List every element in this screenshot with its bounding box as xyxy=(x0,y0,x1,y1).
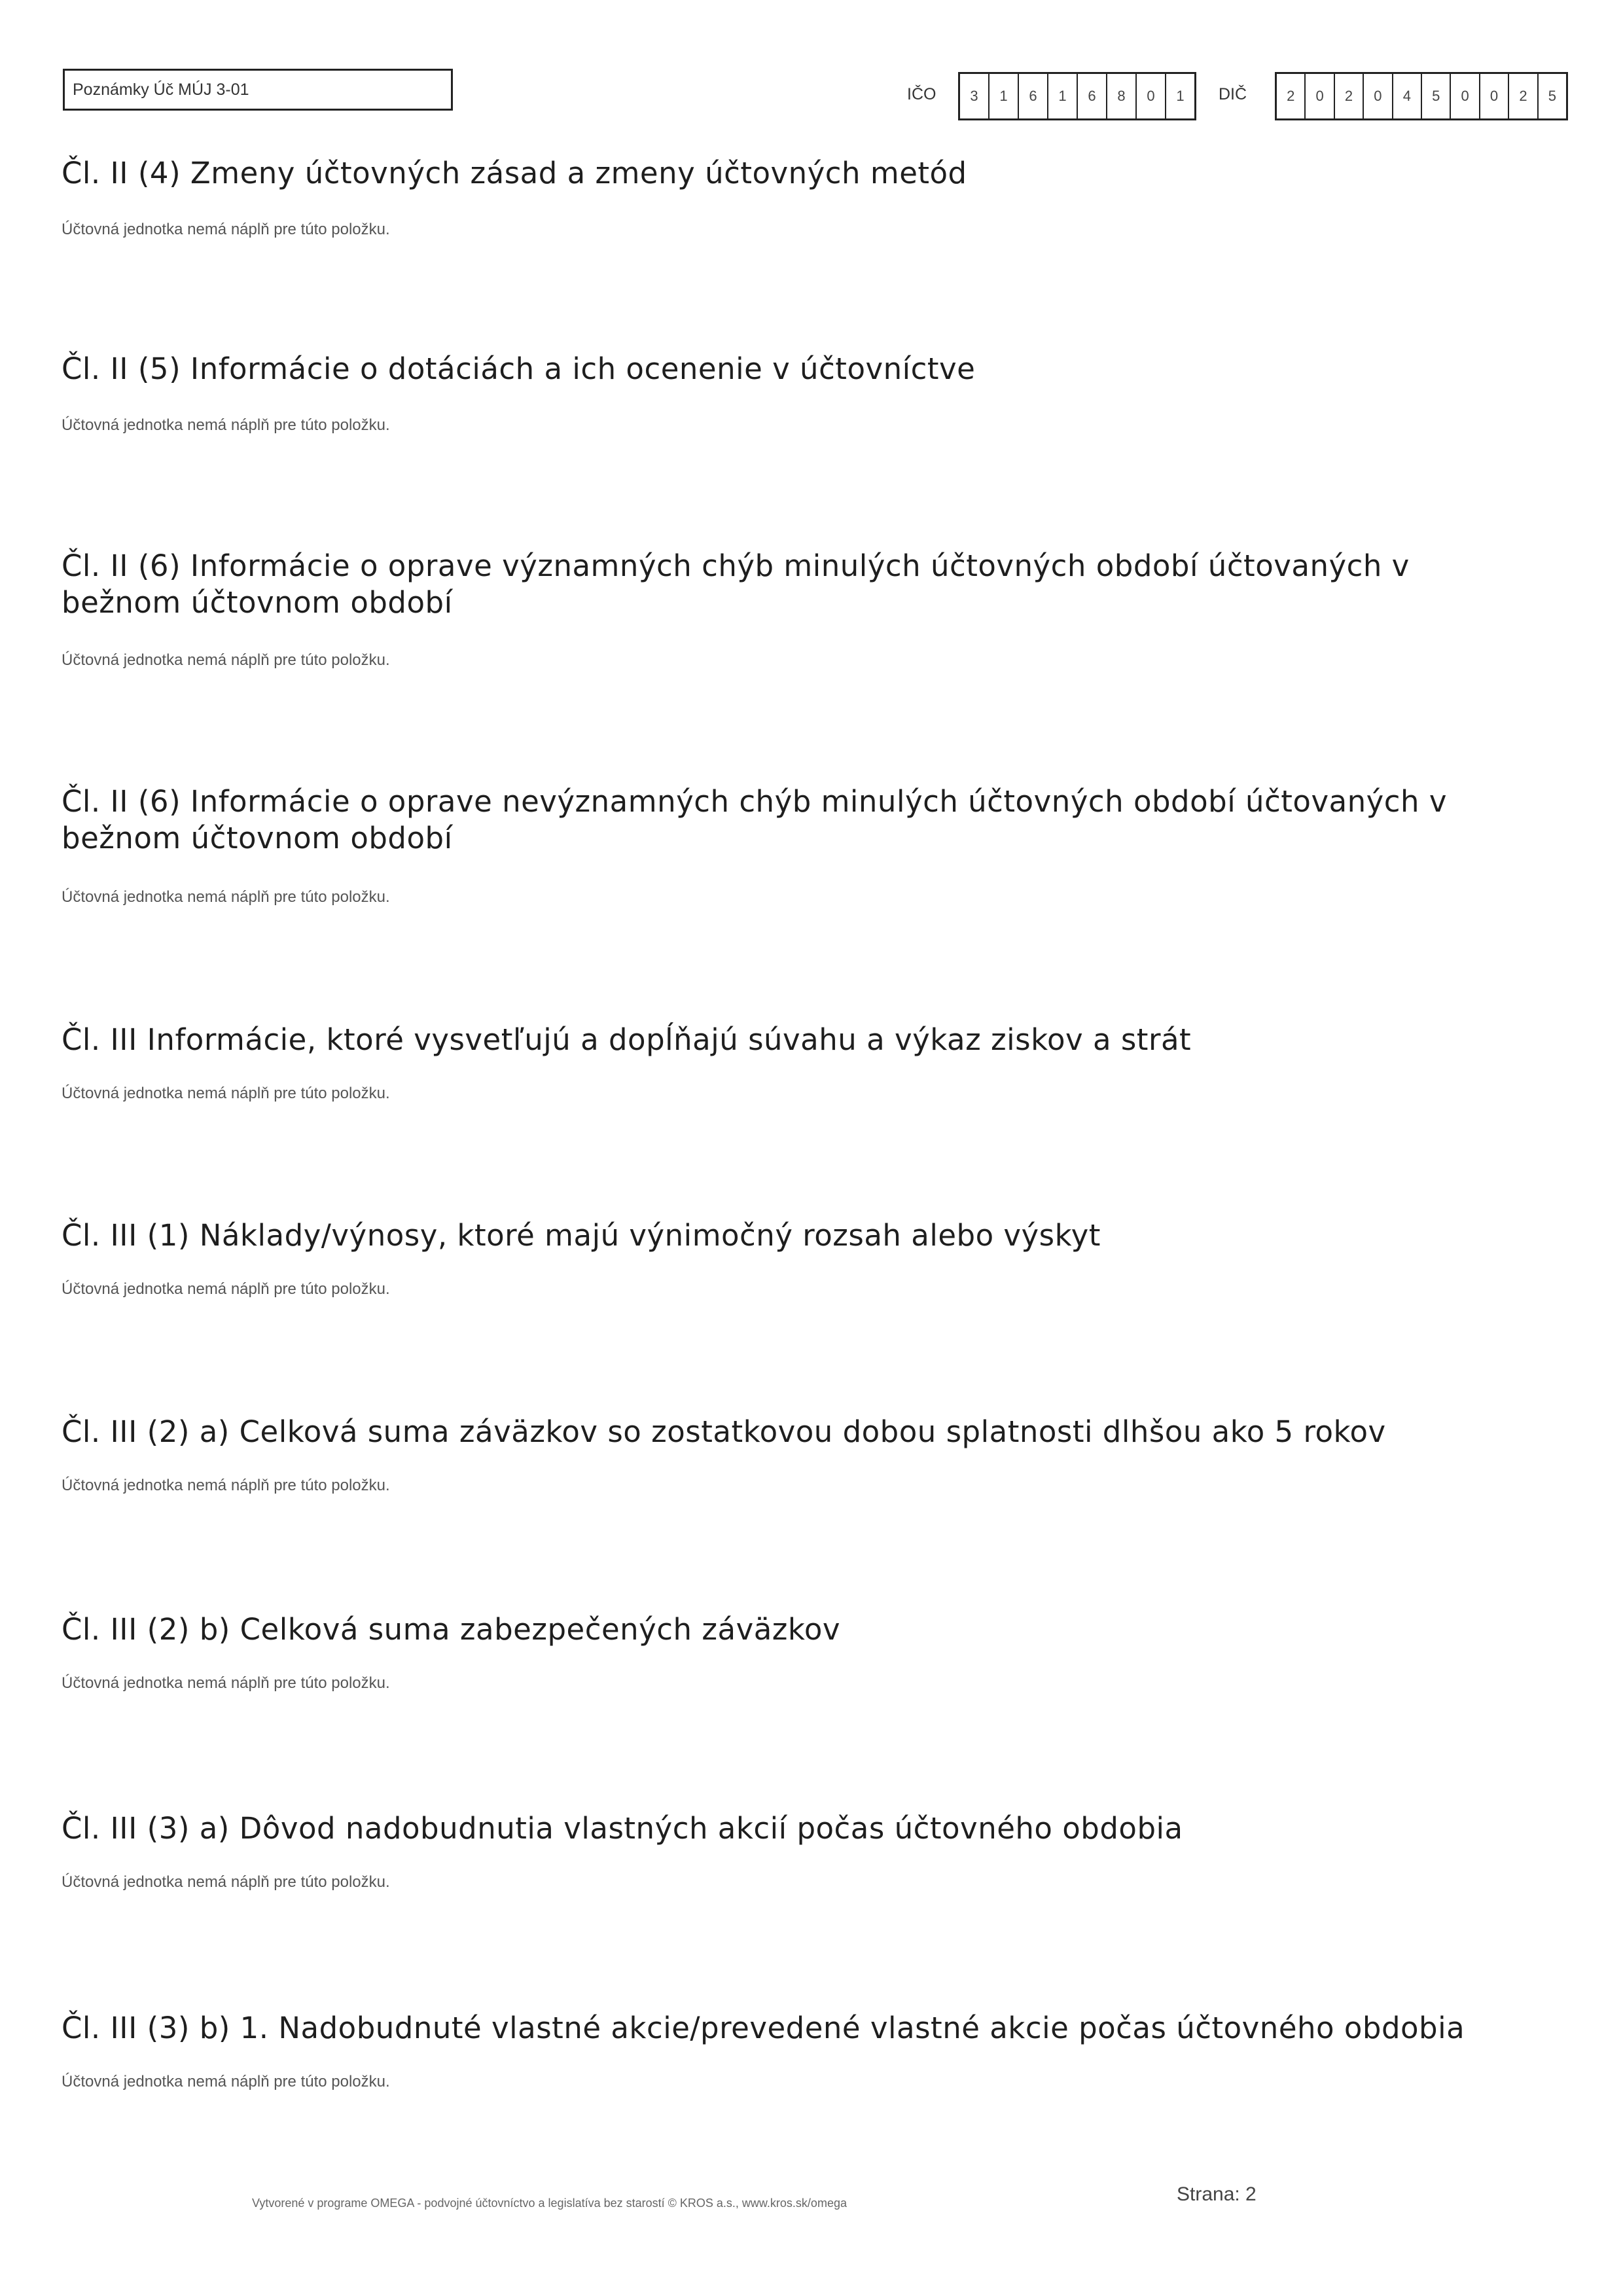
section-note: Účtovná jednotka nemá náplň pre túto položku. xyxy=(62,888,390,906)
section-heading: Čl. III (3) b) 1. Nadobudnuté vlastné akcie/prevedené vlastné akcie počas účtovného obdobia xyxy=(62,2011,1465,2045)
ico-digit: 1 xyxy=(1176,88,1185,104)
dic-digit: 0 xyxy=(1306,74,1334,118)
ico-digit: 6 xyxy=(1078,74,1107,118)
dic-digit: 5 xyxy=(1422,74,1451,118)
section-own-shares-acquired xyxy=(62,2010,1560,2090)
dic-digit-boxes xyxy=(1275,72,1568,120)
section-note: Účtovná jednotka nemá náplň pre túto položku. xyxy=(62,1674,390,1692)
ico-digit: 1 xyxy=(1048,74,1078,118)
section-note: Účtovná jednotka nemá náplň pre túto položku. xyxy=(62,221,390,238)
section-heading: Čl. III Informácie, ktoré vysvetľujú a dopĺňajú súvahu a výkaz ziskov a strát xyxy=(62,1022,1192,1057)
dic-digit: 2 xyxy=(1335,74,1364,118)
dic-digit: 2 xyxy=(1277,74,1306,118)
section-significant-errors xyxy=(62,548,1560,669)
section-heading-line2: bežnom účtovnom období xyxy=(62,821,453,855)
section-subsidies xyxy=(62,351,1560,434)
section-insignificant-errors xyxy=(62,783,1560,906)
section-note: Účtovná jednotka nemá náplň pre túto položku. xyxy=(62,1477,390,1494)
section-note: Účtovná jednotka nemá náplň pre túto položku. xyxy=(62,1873,390,1891)
section-long-term-liabilities xyxy=(62,1414,1560,1494)
section-balance-info xyxy=(62,1022,1560,1102)
ico-digit: 0 xyxy=(1137,74,1166,118)
section-heading: Čl. III (2) b) Celková suma zabezpečených záväzkov xyxy=(62,1612,841,1647)
dic-digit: 0 xyxy=(1364,74,1393,118)
section-secured-liabilities xyxy=(62,1611,1560,1692)
ico-digit-boxes xyxy=(958,72,1196,120)
dic-digit: 0 xyxy=(1451,74,1480,118)
dic-digit: 4 xyxy=(1393,74,1422,118)
section-note: Účtovná jednotka nemá náplň pre túto položku. xyxy=(62,1280,390,1298)
section-heading: Čl. III (1) Náklady/výnosy, ktoré majú výnimočný rozsah alebo výskyt xyxy=(62,1218,1101,1253)
section-heading: Čl. II (4) Zmeny účtovných zásad a zmeny účtovných metód xyxy=(62,156,967,190)
ico-digit: 1 xyxy=(990,74,1019,118)
section-note: Účtovná jednotka nemá náplň pre túto položku. xyxy=(62,2073,390,2090)
section-note: Účtovná jednotka nemá náplň pre túto položku. xyxy=(62,651,390,669)
section-note: Účtovná jednotka nemá náplň pre túto položku. xyxy=(62,1085,390,1102)
section-heading-line1: Čl. II (6) Informácie o oprave nevýznamných chýb minulých účtovných období účtovaných v xyxy=(62,784,1447,819)
section-accounting-changes xyxy=(62,155,1560,238)
ico-digit: 8 xyxy=(1107,74,1137,118)
page-number: Strana: 2 xyxy=(1177,2183,1257,2205)
section-note: Účtovná jednotka nemá náplň pre túto položku. xyxy=(62,416,390,434)
footer-credit: Vytvorené v programe OMEGA - podvojné účtovníctvo a legislatíva bez starostí © KROS a.s., www.kros.sk/omega xyxy=(252,2197,847,2210)
ico-digit: 3 xyxy=(960,74,990,118)
section-heading: Čl. II (5) Informácie o dotáciách a ich ocenenie v účtovníctve xyxy=(62,351,976,386)
section-heading-line2: bežnom účtovnom období xyxy=(62,585,453,620)
section-heading-line1: Čl. II (6) Informácie o oprave významných chýb minulých účtovných období účtovaných v xyxy=(62,548,1410,583)
dic-label: DIČ xyxy=(1219,85,1247,103)
dic-digit: 2 xyxy=(1509,74,1538,118)
section-own-shares-reason xyxy=(62,1810,1560,1891)
section-exceptional-costs xyxy=(62,1217,1560,1298)
ico-digit: 6 xyxy=(1019,74,1048,118)
section-heading: Čl. III (3) a) Dôvod nadobudnutia vlastných akcií počas účtovného obdobia xyxy=(62,1811,1183,1846)
ico-label: IČO xyxy=(907,85,936,103)
section-heading: Čl. III (2) a) Celková suma záväzkov so zostatkovou dobou splatnosti dlhšou ako 5 rokov xyxy=(62,1414,1386,1449)
dic-digit: 0 xyxy=(1480,74,1509,118)
dic-digit: 5 xyxy=(1548,88,1556,104)
form-label: Poznámky Úč MÚJ 3-01 xyxy=(63,69,453,111)
